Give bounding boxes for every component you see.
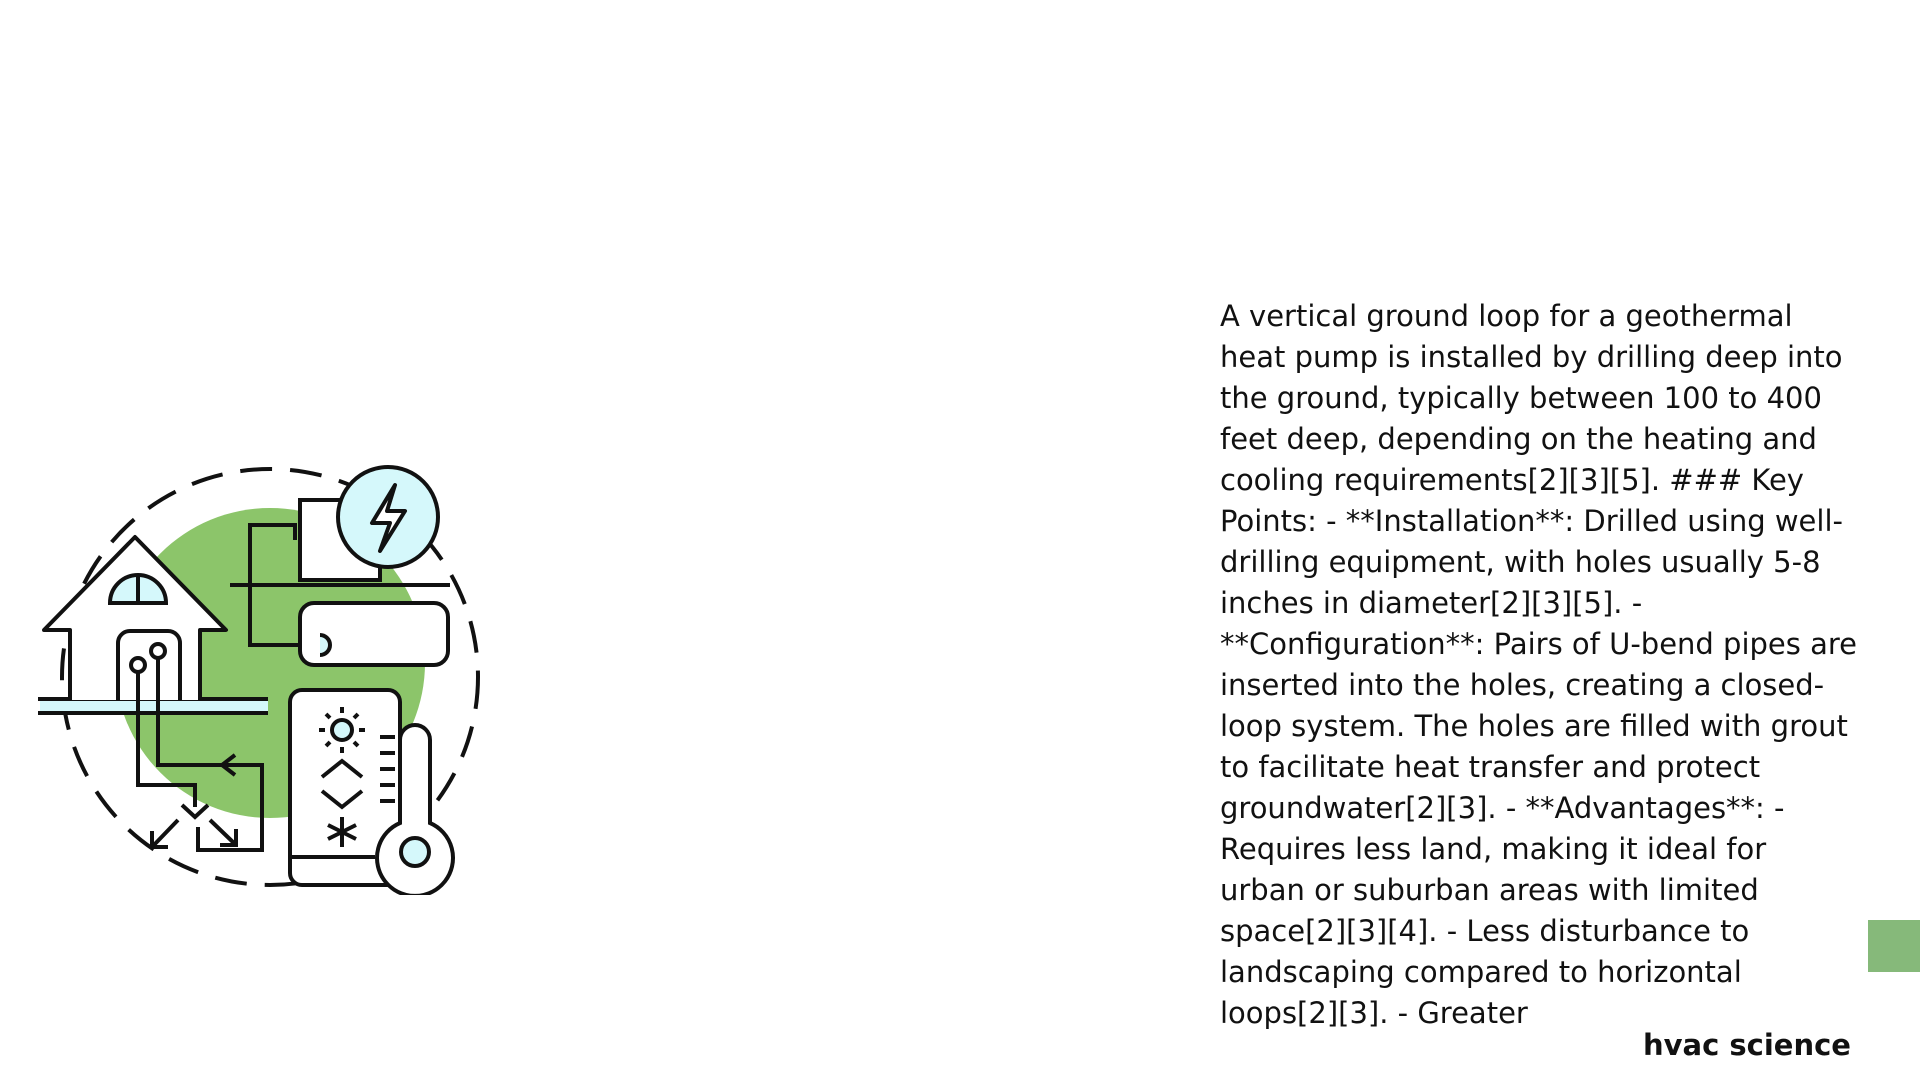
pipe-knob-right xyxy=(151,644,165,658)
corner-tab[interactable] xyxy=(1868,920,1920,972)
sun-icon xyxy=(332,720,352,740)
unit-tank-cap xyxy=(320,635,330,655)
geothermal-illustration-svg xyxy=(30,455,500,895)
ground-band-shape xyxy=(40,699,268,713)
pipe-knob-left xyxy=(131,658,145,672)
arrow-diag-left-icon xyxy=(152,820,178,847)
geothermal-home-icon xyxy=(30,455,500,895)
arrow-diag-right-icon xyxy=(210,820,236,845)
house-door-shape xyxy=(118,631,180,700)
thermometer-bulb-icon xyxy=(401,838,429,866)
article-body: A vertical ground loop for a geothermal heat pump is installed by drilling deep into the ground, typically between 100 to 400 feet deep, depending on the heating and cooling requirements[2][3][5]. ### Key Points: - **Installation**: Drilled using well-drilling equipment, with holes usually 5-8 inches in diameter[2][3][5]. - **Configuration**: Pairs of U-bend pipes are inserted into the holes, creating a closed-loop system. The holes are filled with grout to facilitate heat transfer and protect groundwater[2][3]. - **Advantages**: - Requires less land, making it ideal for urban or suburban areas with limited space[2][3][4]. - Less disturbance to landscaping compared to horizontal loops[2][3]. - Greater xyxy=(1220,299,1857,1030)
brand-watermark: hvac science xyxy=(1643,1028,1851,1062)
